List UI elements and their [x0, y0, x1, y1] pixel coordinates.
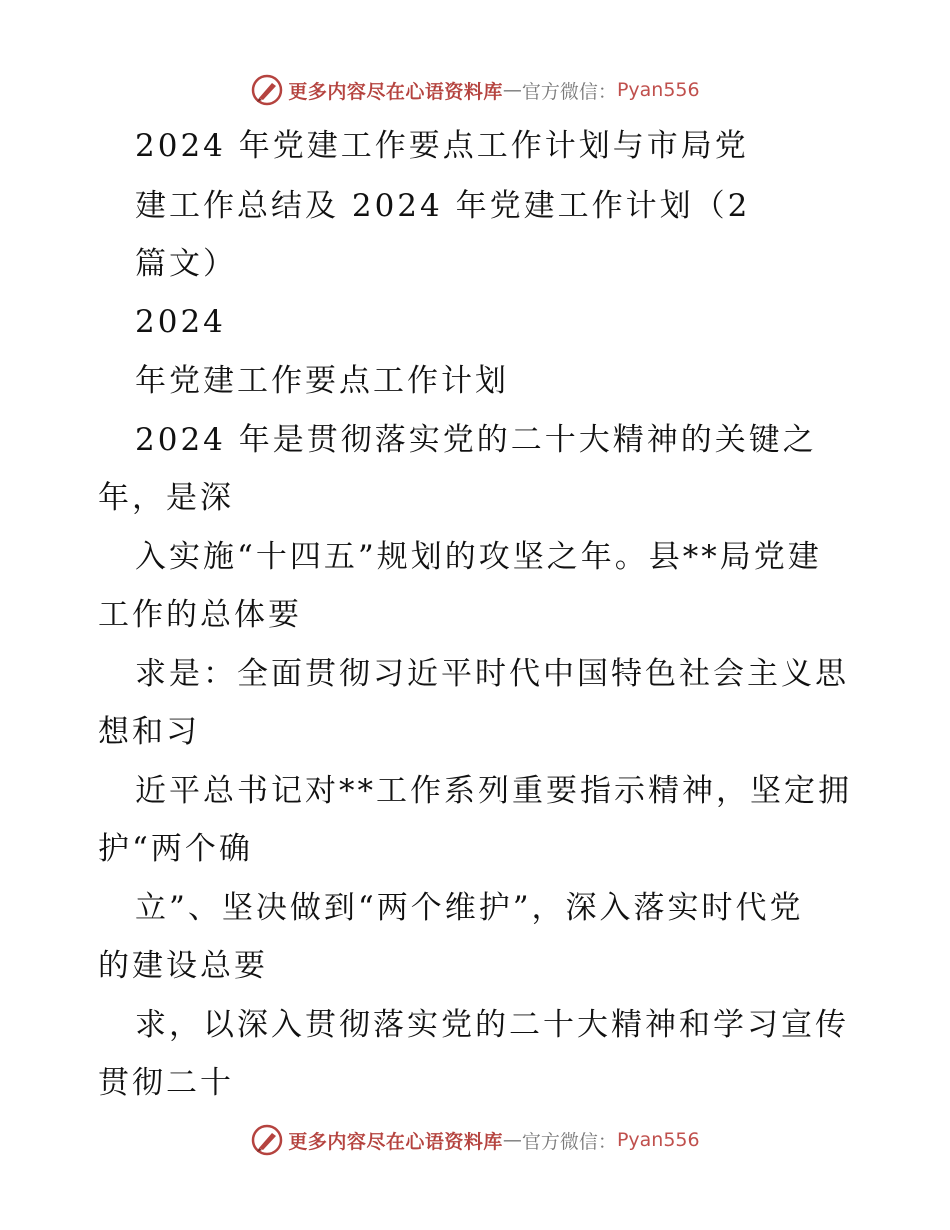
pen-logo-icon [250, 1123, 284, 1157]
paragraph-line: 想和习 [98, 714, 200, 750]
watermark-separator: — [502, 79, 522, 101]
title-line-3: 篇文） [135, 246, 237, 282]
title-line-1: 2024 年党建工作要点工作计划与市局党 [135, 128, 749, 164]
paragraph-line: 近平总书记对**工作系列重要指示精神，坚定拥 [135, 773, 852, 809]
watermark-separator: — [502, 1129, 522, 1151]
watermark-text: 更多内容尽在心语资料库 [288, 80, 503, 103]
watermark-header [0, 70, 950, 110]
section-heading: 年党建工作要点工作计划 [135, 363, 509, 399]
pen-logo-icon [250, 73, 284, 107]
paragraph-line: 2024 年是贯彻落实党的二十大精神的关键之 [135, 422, 817, 458]
paragraph-line: 的建设总要 [98, 948, 268, 984]
paragraph-line: 入实施“十四五”规划的攻坚之年。县**局党建 [135, 539, 822, 575]
paragraph-line: 贯彻二十 [98, 1065, 234, 1101]
watermark-label: 官方微信： [521, 1130, 617, 1153]
watermark-label: 官方微信： [521, 80, 617, 103]
watermark-handle: Pyan556 [616, 79, 700, 101]
paragraph-line: 工作的总体要 [98, 597, 302, 633]
paragraph-line: 护“两个确 [98, 831, 253, 867]
watermark-footer [0, 1120, 950, 1160]
paragraph-line: 求是：全面贯彻习近平时代中国特色社会主义思 [135, 656, 849, 692]
title-line-2: 建工作总结及 2024 年党建工作计划（2 [135, 188, 751, 224]
watermark-handle: Pyan556 [616, 1129, 700, 1151]
watermark-text: 更多内容尽在心语资料库 [288, 1130, 503, 1153]
section-heading-year: 2024 [135, 304, 226, 340]
paragraph-line: 求，以深入贯彻落实党的二十大精神和学习宣传 [135, 1007, 849, 1043]
paragraph-line: 立”、坚决做到“两个维护”，深入落实时代党 [135, 890, 804, 926]
paragraph-line: 年，是深 [98, 480, 234, 516]
